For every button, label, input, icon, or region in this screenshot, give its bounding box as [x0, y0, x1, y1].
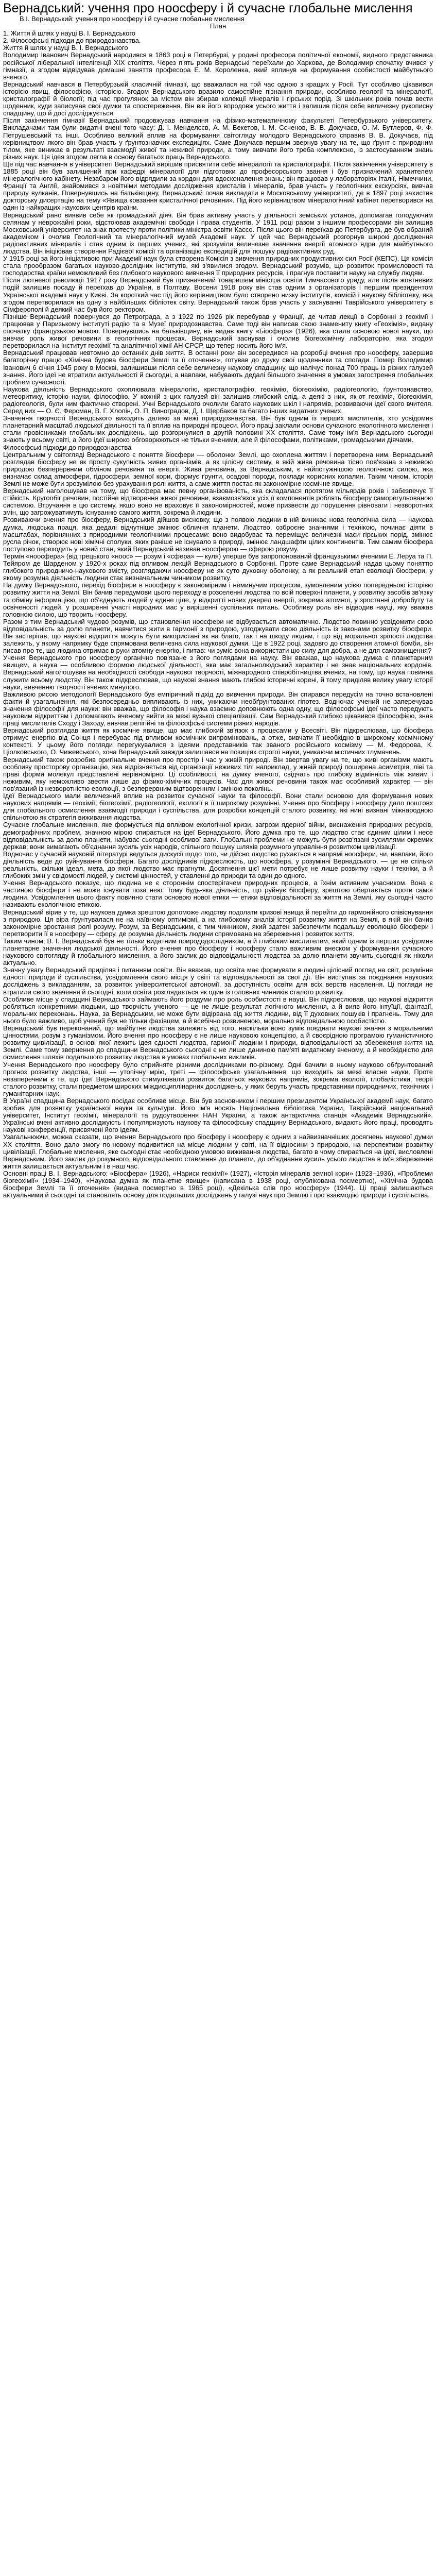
- paragraph: Ще під час навчання в університеті Вернадський вирішив присвятити себе мінералогії та кристалографії. Після закінчення університету в 1885 році він був залишений при кафедрі мінералогії для підготовки до професорського звання і був призначений хранителем мінералогічного кабінету. Незабаром його відрядили за кордон для вдосконалення знань; він працював у лабораторіях Італії, Німеччини, Франції та Англії, знайомився з новітніми методами дослідження кристалів і мінералів, брав участь у геологічних екскурсіях, вивчав природу вулканів. Повернувшись на батьківщину, Вернадський почав викладати в Московському університеті, де в 1897 році захистив докторську дисертацію на тему «Явища ковзання кристалічної речовини». Під його керівництвом мінералогічний кабінет перетворився на один із найкращих наукових центрів країни.: [3, 160, 433, 212]
- paragraph: Вернадський наголошував на тому, що біосфера має певну організованість, яка складалася протягом мільярдів років і забезпечує її стійкість. Кругообіг речовин, постійне відтворення живої речовини, взаємозв'язок усіх її компонентів роблять біосферу саморегульованою системою. Втручання в цю систему, якщо воно не враховує її закономірностей, може призвести до порушення рівноваги і незворотних змін, що загрожуватимуть існуванню самого життя, зокрема й людини.: [3, 487, 433, 517]
- paragraph: Після закінчення гімназії Вернадський продовжував навчання на фізико-математичному факультеті Петербурзького університету. Викладачами там були видатні вчені того часу: Д. І. Менделєєв, А. М. Бекетов, І. М. Сєченов, В. В. Докучаєв, О. М. Бутлеров, Ф. Ф. Петрушевський та інші. Особливо великий вплив на формування світогляду молодого Вернадського справив В. В. Докучаєв, під керівництвом якого він брав участь у ґрунтознавчих експедиціях. Саме Докучаєв першим звернув увагу на те, що ґрунт є природним тілом, яке виникає в результаті взаємодії живої та неживої природи, а тому вивчати його треба комплексно, із застосуванням знань різних наук. Ця ідея згодом лягла в основу багатьох праць Вернадського.: [3, 116, 433, 161]
- paragraph: Учення Вернадського про ноосферу було сприйняте різними дослідниками по-різному. Одні бачили в ньому науково обґрунтований прогноз розвитку людства, інші — утопічну мрію, треті — філософське узагальнення, що виходить за межі власне науки. Проте незаперечним є те, що ідеї Вернадського стимулювали розвиток багатьох наукових напрямів, зокрема екології, глобалістики, теорії сталого розвитку, стали предметом широких міждисциплінарних досліджень, у яких беруть участь представники природничих, технічних і гуманітарних наук.: [3, 1060, 433, 1097]
- paragraph: В Україні спадщина Вернадського посідає особливе місце. Він був засновником і першим президентом Української академії наук, багато зробив для розвитку української науки та культури. Його ім'я носять Національна бібліотека України, Таврійський національний університет, Інститут геохімії, мінералогії та рудоутворення НАН України, а також антарктична станція «Академік Вернадський». Українські вчені активно досліджують і популяризують наукову та філософську спадщину Вернадського, видають його праці, проводять наукові конференції, присвячені його ідеям.: [3, 1096, 433, 1134]
- paragraph: Важливою рисою методології Вернадського був емпіричний підхід до вивчення природи. Він спирався передусім на точно встановлені факти й узагальнення, які безпосередньо випливають із них, уникаючи необґрунтованих гіпотез. Водночас учений не заперечував значення філософії для науки: він вважав, що філософія і наука взаємно доповнюють одна одну, що філософські ідеї часто передують науковим відкриттям і допомагають вченому вийти за межі вузької спеціалізації. Сам Вернадський глибоко цікавився філософією, знав праці мислителів Сходу і Заходу, вивчав релігійні та філософські системи різних народів.: [3, 690, 433, 727]
- paragraph: Значення творчості Вернадського виходить далеко за межі природознавства. Він був одним із перших мислителів, хто усвідомив планетарний масштаб людської діяльності та її вплив на природні процеси. Його праці заклали основи сучасного екологічного мислення і стали провісниками глобальних досліджень, що розгорнулися в другій половині XX століття. Саме тому ім'я Вернадського сьогодні знають у всьому світі, а його ідеї широко обговорюються не тільки вченими, але й філософами, політиками, громадськими діячами.: [3, 414, 433, 444]
- document-title: Вернадський: учення про ноосферу і й сучасне глобальне мислення: [3, 1, 413, 15]
- paragraph: Філософські підходи до природознавства: [3, 443, 132, 451]
- paragraph: 1. Життя й шлях у науці В. І. Вернадського: [3, 29, 136, 38]
- paragraph: Вернадський був переконаний, що майбутнє людства залежить від того, наскільки воно зуміє поєднати наукові знання з моральними цінностями, розум з гуманізмом. Його вчення про ноосферу є не лише науковою концепцією, а й своєрідною програмою гуманістичного розвитку цивілізації, в основі якої лежить ідея єдності людства, гармонії людини і природи, відповідальності за збереження життя на Землі. Саме тому звернення до спадщини Вернадського сьогодні є не лише даниною пам'яті видатному вченому, а й необхідністю для осмислення шляхів подальшого розвитку людства в умовах глобальних викликів.: [3, 1024, 433, 1061]
- paragraph: Пізніше Вернадський повернувся до Петрограда, а з 1922 по 1926 рік перебував у Франції, де читав лекції в Сорбонні з геохімії і працював у Паризькому інституті радію та в Музеї природознавства. Саме тоді він написав свою знамениту книгу «Геохімія», видану спочатку французькою мовою. Повернувшись на батьківщину, він видав книгу «Біосфера» (1926), яка стала основою нової науки, що вивчає роль живої речовини в геологічних процесах. Вернадський заснував і очолив біогеохімічну лабораторію, яка згодом перетворилася на Інститут геохімії та аналітичної хімії АН СРСР, що тепер носить його ім'я.: [3, 312, 433, 350]
- paragraph: Значну увагу Вернадський приділяв і питанням освіти. Він вважав, що освіта має формувати в людині цілісний погляд на світ, розуміння єдності природи й суспільства, усвідомлення свого місця у світі та відповідальності за свої дії. Він виступав за поєднання наукових досліджень з викладанням, за розвиток університетської автономії, за доступність освіти для всіх верств населення. Ці погляди не втратили свого значення й сьогодні, коли освіта розглядається як один із головних чинників сталого розвитку.: [3, 966, 433, 996]
- plan-heading: План: [210, 22, 226, 30]
- paragraph: Ідеї Вернадського мали величезний вплив на розвиток сучасної науки та філософії. Вони стали основою для формування нових наукових напрямів — геохімії, біогеохімії, радіогеології, екології в її широкому розумінні. Учення про біосферу і ноосферу дало поштовх для глобального осмислення взаємодії природи і суспільства, для розробки концепцій сталого розвитку, які нині визнані міжнародною спільнотою як стратегія виживання людства.: [3, 792, 433, 822]
- paragraph: Вернадський працював невтомно до останніх днів життя. В останні роки він зосередився на розробці вчення про ноосферу, завершив багаторічну працю «Хімічна будова біосфери Землі та її оточення», готував до друку свої щоденники та спогади. Помер Володимир Іванович 6 січня 1945 року в Москві, залишивши після себе величезну наукову спадщину, що налічує понад 700 праць із різних галузей знання. Його ідеї не втратили актуальності й сьогодні, а навпаки, набувають дедалі більшого значення в умовах загострення глобальних проблем сучасності.: [3, 349, 433, 386]
- paragraph: Учення Вернадського показує, що людина не є стороннім спостерігачем природних процесів, а їхнім активним учасником. Вона є частиною біосфери і не може існувати поза нею. Тому будь-яка діяльність, що руйнує біосферу, зрештою обертається проти самої людини. Усвідомлення цього факту повинно стати основою нової етики — етики відповідальності за життя на Землі, яку сьогодні часто називають екологічною етикою.: [3, 879, 433, 909]
- paragraph: Життя й шлях у науці В. І. Вернадського: [3, 44, 128, 52]
- paragraph: Вернадський навчався в Петербурзькій класичній гімназії, що вважалася на той час одною з кращих у Росії. Тут особливо цікавився історією явищ, філософією, історією. Згодом Вернадського вразило самостійне пізнання природи, особливо геології та мінералогії, кристалографії й біології; під час прогулянок за містом він збирав колекції мінералів і гірських порід. Зі шкільних років почав вести щоденник, куди записував свої думки та спостереження. Він вів його впродовж усього життя і залишив після себе величезну рукописну спадщину, що й досі досліджується.: [3, 80, 433, 117]
- paragraph: Особливе місце у спадщині Вернадського займають його роздуми про роль особистості в науці. Він підкреслював, що наукові відкриття робляться конкретними людьми, що творчість ученого — це не лише результат логічного мислення, а й вияв його інтуїції, фантазії, моральних переконань. Наука, за Вернадським, не може бути відірвана від життя людини, від її духовних пошуків і прагнень. Тому для нього було важливо, щоб учений був не тільки фахівцем, а й всебічно розвиненою, морально відповідальною особистістю.: [3, 995, 433, 1025]
- paragraph: Узагальнюючи, можна сказати, що вчення Вернадського про біосферу і ноосферу є одним з найвизначніших досягнень наукової думки XX століття. Воно дало змогу по-новому подивитися на місце людини у світі, на її відносини з природою, на перспективи розвитку цивілізації. Глобальне мислення, яке сьогодні стає необхідною умовою виживання людства, багато в чому спирається на ідеї, висловлені Вернадським. Його заклик до розумного, відповідального ставлення до планети, до об'єднання зусиль усього людства в ім'я збереження життя залишається актуальним і в наш час.: [3, 1133, 433, 1170]
- paragraph: На думку Вернадського, перехід біосфери в ноосферу є закономірним і неминучим процесом, зумовленим усією попередньою історією розвитку життя на Землі. Він бачив передумови цього переходу в розселенні людства по всій поверхні планети, у розвитку засобів зв'язку та обміну інформацією, що об'єднують людей у єдине ціле, у відкритті нових джерел енергії, зокрема атомної, у зростанні добробуту та освіченості людей, у розширенні участі народних мас у вирішенні суспільних питань. Особливу роль він відводив науці, яку вважав головною силою, що творить ноосферу.: [3, 581, 433, 618]
- document-page: [0, 0, 436, 1199]
- paragraph: Розвиваючи вчення про біосферу, Вернадський дійшов висновку, що з появою людини в ній виникає нова геологічна сила — наукова думка, людська праця, яка дедалі відчутніше змінює обличчя планети. Людство, озброєне знаннями і технікою, починає діяти в масштабах, порівнянних з природними геологічними процесами: воно видобуває та переміщує величезні маси гірських порід, змінює русла річок, створює нові хімічні сполуки, яких раніше не існувало в природі, змінює ландшафти цілих континентів. Тим самим біосфера поступово переходить у новий стан, який Вернадський називав ноосферою — сферою розуму.: [3, 516, 433, 553]
- paragraph: Основні праці В. І. Вернадського: «Біосфера» (1926), «Нариси геохімії» (1927), «Історія мінералів земної кори» (1923–1936), «Проблеми біогеохімії» (1934–1940), «Наукова думка як планетне явище» (написана в 1938 році, опублікована посмертно), «Хімічна будова біосфери Землі та її оточення» (видана посмертно в 1965 році), «Декілька слів про ноосферу» (1944). Ці праці залишаються актуальними й сьогодні та становлять основу для подальших досліджень у галузі наук про Землю і про взаємодію природи і суспільства.: [3, 1169, 433, 1199]
- paragraph: Вернадський вірив у те, що наукова думка зрештою допоможе людству подолати кризові явища й перейти до гармонійного співіснування з природою. Ця віра ґрунтувалася не на наївному оптимізмі, а на глибокому аналізі історії розвитку життя на Землі, в якій він бачив закономірне зростання ролі розуму. Розум, за Вернадським, є тим чинником, який здатен забезпечити подальшу еволюцію біосфери і перетворити її в ноосферу — сферу, де розумна діяльність людини спрямована на збереження і розвиток життя.: [3, 908, 433, 938]
- paragraph: Вернадський також розробив оригінальне вчення про простір і час у живій природі. Він звертав увагу на те, що живі організми мають особливу просторову організацію, яка відрізняється від організації неживих тіл: наприклад, у живій природі поширена асиметрія, ліві та праві форми молекул представлені нерівномірно. Ці особливості, на думку вченого, свідчать про глибоку відмінність між живим і неживим, яку неможливо звести лише до фізико-хімічних процесів. Час для живої речовини також має особливий характер — він пов'язаний із незворотністю еволюції, з безперервним відтворенням і зміною поколінь.: [3, 755, 433, 792]
- paragraph: Сучасне глобальне мислення, яке формується під впливом екологічної кризи, загрози ядерної війни, виснаження природних ресурсів, демографічних проблем, значною мірою спирається на ідеї Вернадського. Його думка про те, що людство стає єдиним цілим і несе відповідальність за долю планети, набуває сьогодні особливої ваги. Глобальні проблеми не можуть бути розв'язані зусиллями окремих держав; вони вимагають об'єднання зусиль усіх народів, спільного пошуку шляхів розумного управління розвитком цивілізації.: [3, 821, 433, 851]
- paragraph: Водночас у сучасній науковій літературі ведуться дискусії щодо того, чи дійсно людство рухається в напрямі ноосфери, чи, навпаки, його діяльність веде до руйнування біосфери. Багато дослідників підкреслюють, що ноосфера, у розумінні Вернадського, — це не стільки реальність, скільки ідеал, мета, до якої людство має прагнути. Досягнення цієї мети потребує не лише розвитку науки і техніки, а й глибоких змін у свідомості людей, у системі цінностей, у ставленні до природи та один до одного.: [3, 850, 433, 880]
- paragraph: Володимир Іванович Вернадський народився в 1863 році в Петербурзі, у родині професора політичної економії, видного представника російської ліберальної інтелігенції XIX століття. Через п'ять років Вернадські переїхали до Харкова, де Володимир спочатку вчився у гімназії, а згодом відвідував домашні заняття професора Е. М. Короленка, який вплинув на формування особистості майбутнього вченого.: [3, 51, 433, 81]
- paragraph: 2. Філософські підходи до природознавства.: [3, 37, 141, 45]
- paragraph: Вернадський розглядав життя як космічне явище, що має глибокий зв'язок з процесами у Всесвіті. Він підкреслював, що біосфера отримує енергію від Сонця і перебуває під впливом космічних випромінювань, а отже, вивчати її необхідно в широкому космічному контексті. У цьому його погляди перегукувалися з ідеями представників так званого російського космізму — М. Федорова, К. Ціолковського, О. Чижевського, хоча Вернадський завжди залишався на позиціях строгої науки, уникаючи містичних тлумачень.: [3, 726, 433, 756]
- document-body: [3, 30, 433, 1199]
- paragraph: Учення Вернадського про ноосферу органічно пов'язане з його поглядами на науку. Він вважав, що наукова думка є планетарним явищем, а наука — особливою формою людської діяльності, яка має загальнолюдський характер і не знає національних кордонів. Вернадський наголошував на необхідності свободи наукової творчості, міжнародного співробітництва вчених, на тому, що наука повинна служити всьому людству. Він також підкреслював, що наукові знання мають глибокі історичні корені, й тому приділяв велику увагу історії науки, вивченню творчості вчених минулого.: [3, 654, 433, 691]
- paragraph: Термін «ноосфера» (від грецького «ноос» — розум і «сфера» — куля) уперше був запропонований французькими вченими Е. Леруа та П. Тейяром де Шарденом у 1920-х роках під впливом лекцій Вернадського в Сорбонні. Проте саме Вернадський надав цьому поняттю глибокого природничо-наукового змісту, розглядаючи ноосферу не як суто духовну оболонку, а як реальний етап еволюції біосфери, у якому розумна діяльність людини стає визначальним чинником розвитку.: [3, 552, 433, 582]
- paragraph: Наукова діяльність Вернадського охоплювала мінералогію, кристалографію, геохімію, біогеохімію, радіогеологію, ґрунтознавство, метеоритику, історію науки, філософію. У кожній з цих галузей він залишив глибокий слід, а деякі з них, як-от геохімія, біогеохімія, радіогеологія, були ним фактично створені. Учні Вернадського очолили багато наукових шкіл і напрямів, розвиваючи ідеї свого вчителя. Серед них — О. Є. Ферсман, В. Г. Хлопін, О. П. Виноградов, Д. І. Щербаков та багато інших видатних учених.: [3, 385, 433, 415]
- paragraph: Вернадський рано виявив себе як громадський діяч. Він брав активну участь у діяльності земських установ, допомагав голодуючим селянам у неврожайні роки, відстоював академічні свободи і права студентів. У 1911 році разом з іншими професорами він залишив Московський університет на знак протесту проти політики міністра освіти Кассо. Після цього він переїхав до Петербурга, де був обраний академіком і очолив Геологічний та мінералогічний музей Академії наук. У цей час Вернадський розгорнув широкі дослідження радіоактивних мінералів і став одним із перших учених, які зрозуміли величезне значення енергії атомного ядра для майбутнього людства. Він ініціював створення Радієвої комісії та організацію експедицій для пошуку радіоактивних руд.: [3, 211, 433, 255]
- paragraph: Після лютневої революції 1917 року Вернадський був призначений товаришем міністра освіти Тимчасового уряду, але після жовтневих подій залишив посаду й переїхав до України, в Полтаву. Восени 1918 року він став одним з організаторів і першим президентом Української академії наук у Києві. За короткий час під його керівництвом було створено низку інститутів, комісій і наукову бібліотеку, яка згодом перетворилася на одну з найбільших бібліотек світу. Вернадський також брав участь у заснуванні Таврійського університету в Сімферополі й деякий час був його ректором.: [3, 276, 433, 313]
- paragraph: Центральним у світогляді Вернадського є поняття біосфери — оболонки Землі, що охоплена життям і перетворена ним. Вернадський розглядав біосферу не як просту сукупність живих організмів, а як цілісну систему, в якій жива речовина тісно пов'язана з неживою природою безперервним обміном речовини та енергії. Жива речовина, за Вернадським, є найпотужнішою геологічною силою, яка визначає склад атмосфери, гідросфери, земної кори, формує ґрунти, осадові породи, поклади корисних копалин. Таким чином, історія Землі не може бути зрозумілою без урахування ролі життя, а саме життя постає як закономірне космічне явище.: [3, 450, 433, 487]
- paragraph: У 1915 році за його ініціативою при Академії наук була створена Комісія з вивчення природних продуктивних сил Росії (КЕПС). Ця комісія стала прообразом багатьох науково-дослідних інститутів, які з'явилися згодом. Вернадський розумів, що розвиток промисловості та господарства країни неможливий без глибокого наукового вивчення її природних ресурсів, і прагнув поставити науку на службу людям.: [3, 255, 433, 277]
- document-subtitle: В.І. Вернадський: учення про ноосферу і й сучасне глобальне мислення: [20, 15, 245, 23]
- paragraph: Таким чином, В. І. Вернадський був не тільки видатним природодослідником, а й глибоким мислителем, який одним із перших усвідомив планетарне значення людської діяльності. Його вчення про біосферу і ноосферу стало важливим внеском у формування сучасного наукового світогляду й глобального мислення, а його заклик до відповідальності людства за долю планети звучить сьогодні як ніколи актуально.: [3, 937, 433, 967]
- paragraph: Разом з тим Вернадський чудово розумів, що становлення ноосфери не відбувається автоматично. Людство повинно усвідомити свою відповідальність за долю планети, навчитися жити в гармонії з природою, узгоджувати свою діяльність із законами розвитку біосфери. Він застерігав, що наукові відкриття можуть бути використані як на благо, так і на шкоду людям, і що від моральної зрілості людства залежить, у якому напрямку буде спрямована величезна сила наукової думки. Ще в 1922 році, задовго до створення атомної бомби, він писав про те, що людина отримає в руки атомну енергію, і питав: чи зуміє вона використати цю силу для добра, а не для самознищення?: [3, 617, 433, 655]
